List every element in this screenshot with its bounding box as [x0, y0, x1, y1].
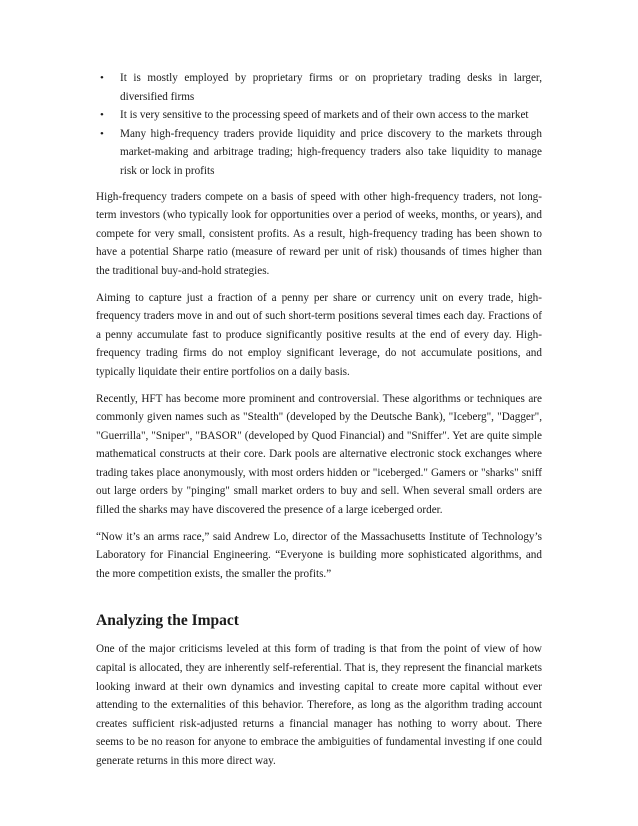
section-heading: Analyzing the Impact	[96, 612, 239, 630]
bullet-item	[96, 106, 542, 125]
bullet-text: It is mostly employed by proprietary firms or on proprietary trading desks in larger, diversified firms	[120, 72, 542, 103]
paragraph-hft-competition: High-frequency traders compete on a basis of speed with other high-frequency traders, not long-term investors (who typically look for opportunities over a period of weeks, months, or years), and compete for very small, consistent profits. As a result, high-frequency trading has been shown to have a potential Sharpe ratio (measure of reward per unit of risk) thousands of times higher than the traditional buy-and-hold strategies.	[96, 190, 542, 277]
bullet-item	[96, 125, 542, 181]
document-page	[96, 69, 542, 779]
bullet-list	[96, 69, 542, 181]
bullet-icon: •	[100, 127, 104, 140]
bullet-icon: •	[100, 72, 104, 84]
paragraph-penny-capture: Aiming to capture just a fraction of a penny per share or currency unit on every trade, high-frequency traders move in and out of such short-term positions several times each day. Fractions of a penny accumulate fast to produce significantly positive results at the end of every day. High-frequency trading firms do not employ significant leverage, do not accumulate positions, and typically liquidate their entire portfolios on a daily basis.	[96, 291, 542, 378]
bullet-text: Many high-frequency traders provide liquidity and price discovery to the markets through market-making and arbitrage trading; high-frequency traders also take liquidity to manage risk or lock in profits	[120, 127, 542, 177]
paragraph-impact: One of the major criticisms leveled at this form of trading is that from the point of view of how capital is allocated, they are inherently self-referential. That is, they represent the financial markets looking inward at their own dynamics and investing capital to create more capital without ever attending to the externalities of this behavior. Therefore, as long as the algorithm trading account creates sufficient risk-adjusted returns a financial manager has nothing to worry about. There seems to be no reason for anyone to embrace the ambiguities of fundamental investing if one could generate returns in this more direct way.	[96, 643, 542, 767]
paragraph-algorithm-names: Recently, HFT has become more prominent and controversial. These algorithms or techniques are commonly given names such as "Stealth" (developed by the Deutsche Bank), "Iceberg", "Dagger", "Guerrilla", "Sniper", "BASOR" (developed by Quod Financial) and "Sniffer". Yet are quite simple mathematical constructs at their core. Dark pools are alternative electronic stock exchanges where trading takes place anonymously, with most orders hidden or "iceberged." Gamers or "sharks" sniff out large orders by "pinging" small market orders to buy and sell. When several small orders are filled the sharks may have discovered the presence of a large iceberged order.	[96, 392, 542, 517]
bullet-icon: •	[100, 109, 104, 122]
paragraph-arms-race-quote: “Now it’s an arms race,” said Andrew Lo, director of the Massachusetts Institute of Technology’s Laboratory for Financial Engineering. “Everyone is building more sophisticated algorithms, and the more competition exists, the smaller the profits.”	[96, 530, 542, 580]
bullet-item	[96, 69, 542, 106]
bullet-text: It is very sensitive to the processing speed of markets and of their own access to the market	[120, 109, 529, 122]
